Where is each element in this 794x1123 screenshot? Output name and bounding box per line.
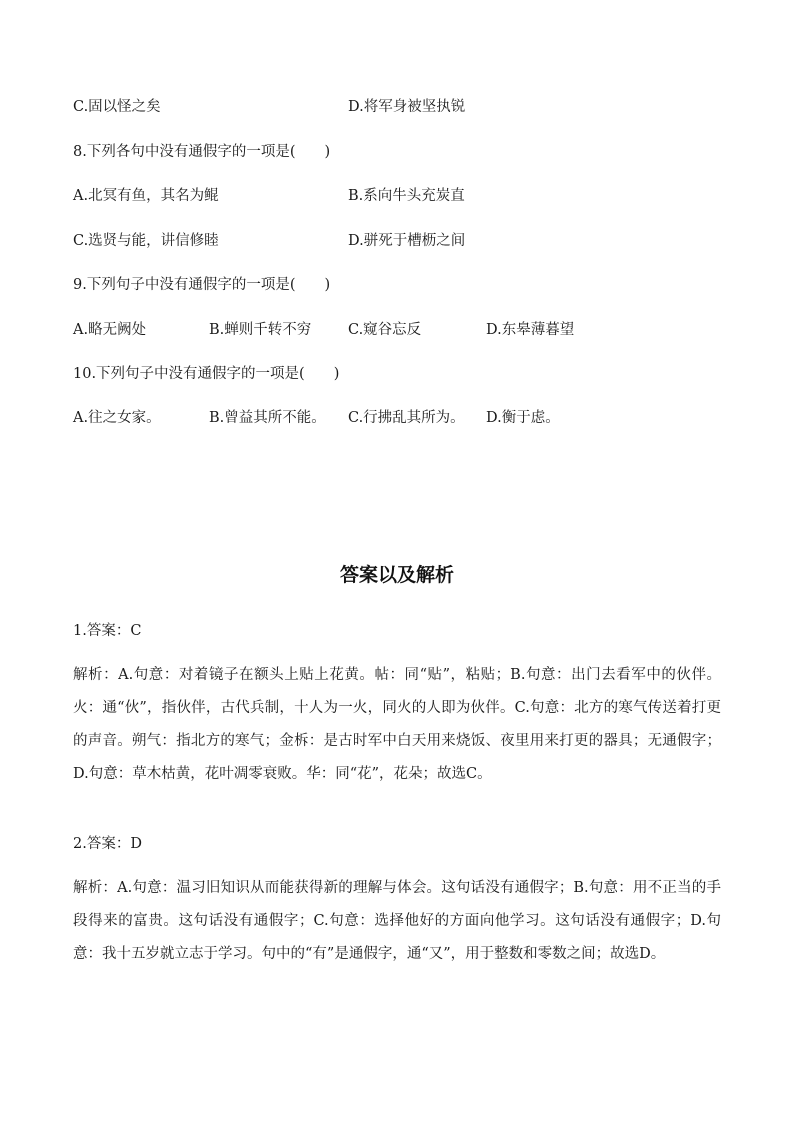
analysis-1: 解析：A.句意：对着镜子在额头上贴上花黄。帖：同“贴”，粘贴；B.句意：出门去看军中的伙伴。火：通“伙”，指伙伴，古代兵制，十人为一火，同火的人即为伙伴。C.句意：北方的寒气传送着打更的声音。朔气：指北方的寒气；金柝：是古时军中白天用来烧饭、夜里用来打更的器具；无通假字；D.句意：草木枯黄，花叶凋零衰败。华：同“花”，花朵；故选C。 (73, 667, 721, 782)
q8-option-c: C.选贤与能，讲信修睦 (73, 233, 219, 249)
q9-option-a: A.略无阙处 (73, 322, 147, 338)
q10-option-b: B.曾益其所不能。 (209, 410, 326, 426)
q10-option-c: C.行拂乱其所为。 (348, 410, 465, 426)
q8-option-a: A.北冥有鱼，其名为鲲 (73, 188, 219, 204)
answer-2: 2.答案：D (73, 836, 142, 852)
answer-1: 1.答案：C (73, 623, 142, 639)
answers-title: 答案以及解析 (339, 564, 454, 586)
q10-option-a: A.往之女家。 (73, 410, 161, 426)
q8-stem: 8.下列各句中没有通假字的一项是( ) (73, 144, 331, 160)
q9-stem: 9.下列句子中没有通假字的一项是( ) (73, 277, 331, 293)
q9-option-b: B.蝉则千转不穷 (209, 322, 312, 338)
q10-option-d: D.衡于虑。 (486, 410, 560, 426)
q8-option-b: B.系向牛头充炭直 (348, 188, 465, 204)
q9-option-d: D.东皋薄暮望 (486, 322, 575, 338)
q7-option-c: C.固以怪之矣 (73, 99, 161, 115)
analysis-2: 解析：A.句意：温习旧知识从而能获得新的理解与体会。这句话没有通假字；B.句意：用不正当的手段得来的富贵。这句话没有通假字；C.句意：选择他好的方面向他学习。这句话没有通假字；D.句意：我十五岁就立志于学习。句中的“有”是通假字，通“又”，用于整数和零数之间；故选D。 (73, 880, 721, 962)
q8-option-d: D.骈死于槽枥之间 (348, 233, 466, 249)
q10-stem: 10.下列句子中没有通假字的一项是( ) (73, 366, 340, 382)
q9-option-c: C.窥谷忘反 (348, 322, 422, 338)
q7-option-d: D.将军身被坚执锐 (348, 99, 466, 115)
